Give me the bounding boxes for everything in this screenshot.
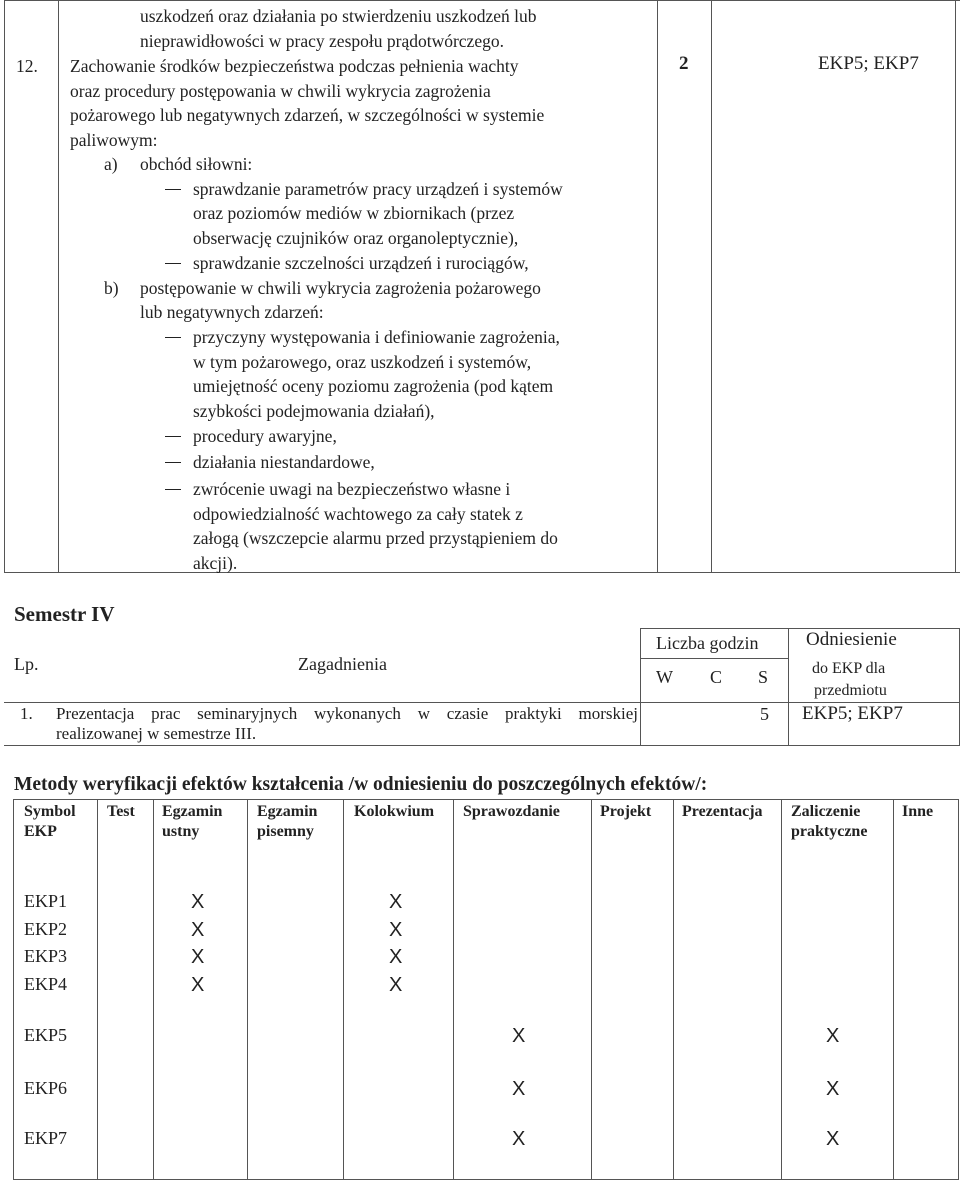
top-table-border: [4, 0, 960, 1]
col-header-project: Projekt: [600, 803, 652, 820]
methods-table-border: [13, 1179, 959, 1180]
methods-table-border: [781, 799, 782, 1180]
bullet-item-cont: umiejętność oceny poziomu zagrożenia (pod kątem: [193, 376, 554, 396]
mark-report: X: [512, 1025, 526, 1047]
row-hours: 2: [679, 53, 689, 74]
methods-table-border: [13, 799, 14, 1180]
row-symbol: EKP4: [24, 974, 68, 994]
methods-heading: Metody weryfikacji efektów kształcenia /w odniesieniu do poszczególnych efektów/:: [14, 774, 708, 795]
mark-report: X: [512, 1078, 526, 1100]
methods-table-border: [673, 799, 674, 1180]
header-ref-line2: do EKP dla: [812, 660, 886, 677]
header-c: C: [710, 667, 723, 687]
semester-table-border: [640, 628, 960, 629]
mark-oral-exam: X: [191, 946, 205, 968]
mark-oral-exam: X: [191, 919, 205, 941]
mark-colloquium: X: [389, 946, 403, 968]
header-lp: Lp.: [14, 654, 39, 674]
mark-practical: X: [826, 1128, 840, 1150]
mark-colloquium: X: [389, 919, 403, 941]
row-topic-line1: Prezentacja prac seminaryjnych wykonanych w czasie praktyki morskiej: [56, 704, 638, 723]
mark-oral-exam: X: [191, 974, 205, 996]
semester-table-border: [4, 745, 960, 746]
semester-table-border: [640, 658, 788, 659]
continuation-line: nieprawidłowości w pracy zespołu prądotwórczego.: [140, 31, 504, 51]
row-lp: 1.: [20, 704, 33, 723]
item-b-text: lub negatywnych zdarzeń:: [140, 302, 324, 322]
bullet-item: działania niestandardowe,: [193, 450, 375, 475]
top-table-border: [4, 572, 960, 573]
mark-practical: X: [826, 1025, 840, 1047]
row-intro-line: oraz procedury postępowania w chwili wykrycia zagrożenia: [70, 81, 491, 101]
mark-practical: X: [826, 1078, 840, 1100]
row-number: 12.: [16, 56, 38, 76]
top-table-border: [657, 0, 658, 573]
row-ekp: EKP5; EKP7: [802, 703, 903, 724]
methods-table-border: [591, 799, 592, 1180]
col-header-symbol: Symbol EKP: [24, 803, 76, 840]
header-topics: Zagadnienia: [298, 654, 387, 674]
row-symbol: EKP1: [24, 891, 68, 911]
item-a-text: obchód siłowni:: [140, 154, 253, 174]
row-intro-line: pożarowego lub negatywnych zdarzeń, w szczególności w systemie: [70, 105, 545, 125]
bullet-item-cont: akcji).: [193, 553, 238, 573]
top-table-border: [711, 0, 712, 573]
methods-table-border: [958, 799, 959, 1180]
row-symbol: EKP2: [24, 919, 68, 939]
item-a-label: a): [104, 154, 118, 174]
methods-table-border: [343, 799, 344, 1180]
item-b-text: postępowanie w chwili wykrycia zagrożenia pożarowego: [140, 278, 541, 298]
bullet-item: sprawdzanie parametrów pracy urządzeń i systemów: [193, 177, 563, 202]
row-ekp: EKP5; EKP7: [818, 53, 919, 74]
bullet-item: zwrócenie uwagi na bezpieczeństwo własne i: [193, 477, 510, 502]
col-header-oral-exam: Egzamin ustny: [162, 803, 223, 840]
bullet-item-cont: obserwację czujników oraz organoleptycznie),: [193, 228, 519, 248]
item-b-label: b): [104, 278, 119, 298]
mark-oral-exam: X: [191, 891, 205, 913]
mark-report: X: [512, 1128, 526, 1150]
col-header-test: Test: [107, 803, 135, 820]
row-intro-line: Zachowanie środków bezpieczeństwa podczas pełnienia wachty: [70, 56, 519, 76]
row-symbol: EKP5: [24, 1025, 68, 1045]
methods-table-border: [893, 799, 894, 1180]
col-header-report: Sprawozdanie: [463, 803, 560, 820]
top-table-border: [58, 0, 59, 573]
continuation-line: uszkodzeń oraz działania po stwierdzeniu uszkodzeń lub: [140, 6, 537, 26]
methods-table-border: [247, 799, 248, 1180]
row-topic-line2: realizowanej w semestrze III.: [56, 724, 257, 743]
header-ref-line3: przedmiotu: [814, 682, 887, 699]
semester-table-border: [640, 628, 641, 746]
methods-table-border: [13, 799, 959, 800]
methods-table-border: [453, 799, 454, 1180]
bullet-item-cont: załogą (wszczepcie alarmu przed przystąpieniem do: [193, 528, 558, 548]
semester-table-border: [788, 628, 789, 746]
header-s: S: [758, 667, 769, 687]
row-symbol: EKP6: [24, 1078, 68, 1098]
col-header-practical: Zaliczenie praktyczne: [791, 803, 868, 840]
col-header-presentation: Prezentacja: [682, 803, 763, 820]
col-header-written-exam: Egzamin pisemny: [257, 803, 318, 840]
semester-heading: Semestr IV: [14, 602, 115, 626]
row-symbol: EKP3: [24, 946, 68, 966]
bullet-item-cont: odpowiedzialność wachtowego za cały statek z: [193, 504, 523, 524]
bullet-item: sprawdzanie szczelności urządzeń i rurociągów,: [193, 251, 529, 276]
mark-colloquium: X: [389, 974, 403, 996]
methods-table-border: [97, 799, 98, 1180]
bullet-item-cont: w tym pożarowego, oraz uszkodzeń i systemów,: [193, 352, 532, 372]
bullet-item: przyczyny występowania i definiowanie zagrożenia,: [193, 325, 560, 350]
header-w: W: [656, 667, 673, 687]
bullet-item-cont: szybkości podejmowania działań),: [193, 401, 435, 421]
methods-table-border: [153, 799, 154, 1180]
row-intro-line: paliwowym:: [70, 130, 158, 150]
top-table-border: [4, 0, 5, 573]
bullet-item-cont: oraz poziomów mediów w zbiornikach (przez: [193, 203, 515, 223]
header-ref-line1: Odniesienie: [806, 629, 897, 650]
col-header-other: Inne: [902, 803, 934, 820]
bullet-item: procedury awaryjne,: [193, 424, 337, 449]
top-table-border: [955, 0, 956, 573]
col-header-colloquium: Kolokwium: [354, 803, 435, 820]
row-s: 5: [760, 704, 769, 724]
row-symbol: EKP7: [24, 1128, 68, 1148]
header-hours-group: Liczba godzin: [656, 633, 759, 653]
mark-colloquium: X: [389, 891, 403, 913]
